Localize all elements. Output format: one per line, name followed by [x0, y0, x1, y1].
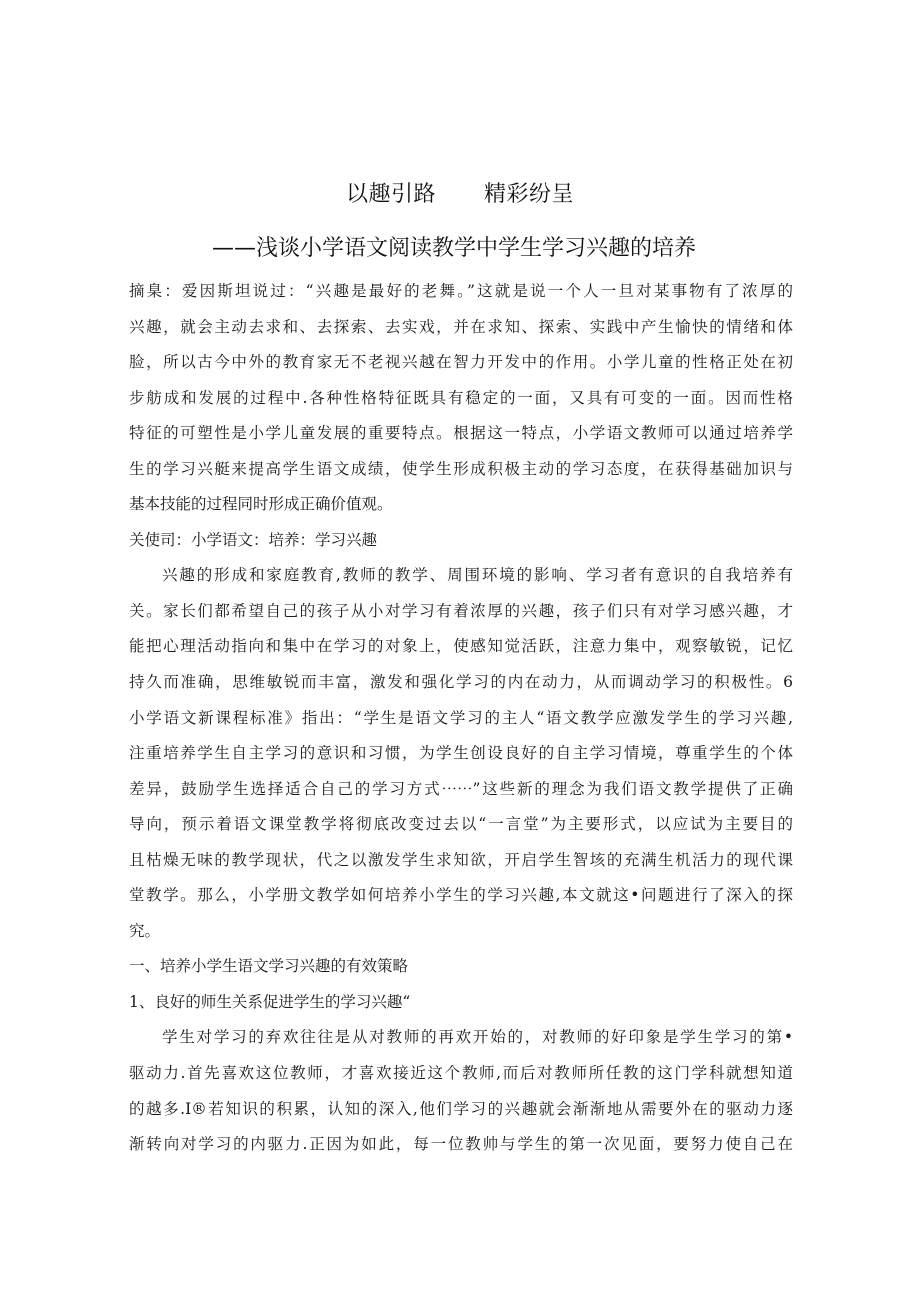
paragraph-line: 持久而准确，思维敏锐而丰富，激发和强化学习的内在动力，从而调动学习的积极性。6: [129, 673, 793, 692]
section-heading: 一、培养小学生语文学习兴趣的有效策略: [129, 957, 409, 976]
abstract-line: 脸，所以古今中外的教育家无不老视兴越在智力开发中的作用。小学儿童的性格正处在初: [129, 353, 793, 372]
abstract-line: 生的学习兴艇来提高学生语文成绩，使学生形成积极主动的学习态度，在获得基础加识与: [129, 459, 793, 478]
paragraph-line: 渐转向对学习的内驱力.正因为如此，每一位教帅与学生的第一次见面，要努力使自己在: [129, 1135, 793, 1154]
paragraph-line: 驱动力.首先喜欢这位教师，才喜欢接近这个教师,而后对教师所任教的这门学科就想知道: [129, 1064, 793, 1083]
main-title-part1: 以趣引路: [345, 182, 436, 207]
main-title: [0, 177, 920, 208]
abstract-line: 特征的可塑性是小学儿童发展的重要特点。根据这一特点，小学语文教师可以通过培养学: [129, 424, 793, 443]
paragraph-line: 的越多.I®若知识的积累，认知的深入,他们学习的兴趣就会渐渐地从需要外在的驱动力逐: [129, 1099, 793, 1118]
abstract-line: 兴趣，就会主动去求和、去探索、去实戏，并在求知、探索、实践中产生愉快的情绪和体: [129, 317, 793, 336]
main-title-part2: 精彩纷呈: [484, 182, 575, 207]
paragraph-line: 注重培养学生自主学习的意识和习惯，为学生创设良好的自主学习情境，尊重学生的个体: [129, 744, 793, 763]
abstract-line: 步舫成和发展的过程中.各种性格特征既具有稳定的一面，又具有可变的一面。因而性格: [129, 388, 793, 407]
abstract-line: 基本技能的过程同时形成正确价值观。: [129, 495, 393, 514]
paragraph-line: 兴趣的形成和家庭教育,教师的教学、周围环境的影响、学习者有意识的自我培养有: [162, 566, 793, 585]
paragraph-line: 关。家长们都希望自己的孩子从小对学习有着浓厚的兴趣，孩子们只有对学习感兴趣，才: [129, 601, 793, 620]
paragraph-line: 小学语文新课程标准》指出：“学生是语文学习的主人“语文教学应激发学生的学习兴趣,: [129, 708, 793, 727]
paragraph-line: 导向，预示着语文课堂教学将彻底改变过去以“一言堂”为主要形式，以应试为主要目的: [129, 815, 793, 834]
keywords-line: 关使司：小学语文：培养：学习兴趣: [129, 530, 378, 549]
paragraph-line: 差异，鼓励学生选择适合自己的学习方式⋯⋯”这些新的理念为我们语文教学提供了正确: [129, 779, 793, 798]
paragraph-line: 堂教学。那么，小学册文教学如何培养小学生的学习兴趣,本文就这•问题进行了深入的探: [129, 886, 793, 905]
paragraph-line: 能把心理活动指向和集中在学习的对象上，使感知觉活跃，注意力集中，观察敏锐，记忆: [129, 637, 793, 656]
paragraph-line: 究。: [129, 921, 161, 940]
paragraph-line: 且枯燥无味的教学现状，代之以激发学生求知欲，开启学生智垓的充满生机活力的现代课: [129, 850, 793, 869]
paragraph-line: 学生对学习的弃欢往往是从对教师的再欢开始的，对教师的好印象是学生学习的第•: [162, 1028, 793, 1047]
subsection-heading: 1、良好的师生关系促进学生的学习兴趣“: [129, 992, 411, 1011]
subtitle: ——浅谈小学语文阅读教学中学生学习兴趣的培养: [211, 236, 696, 261]
document-body: [129, 274, 793, 1163]
abstract-line: 摘臬：爱因斯坦说过：“兴趣是最好的老舞。”这就是说一个人一旦对某事物有了浓厚的: [129, 282, 793, 300]
